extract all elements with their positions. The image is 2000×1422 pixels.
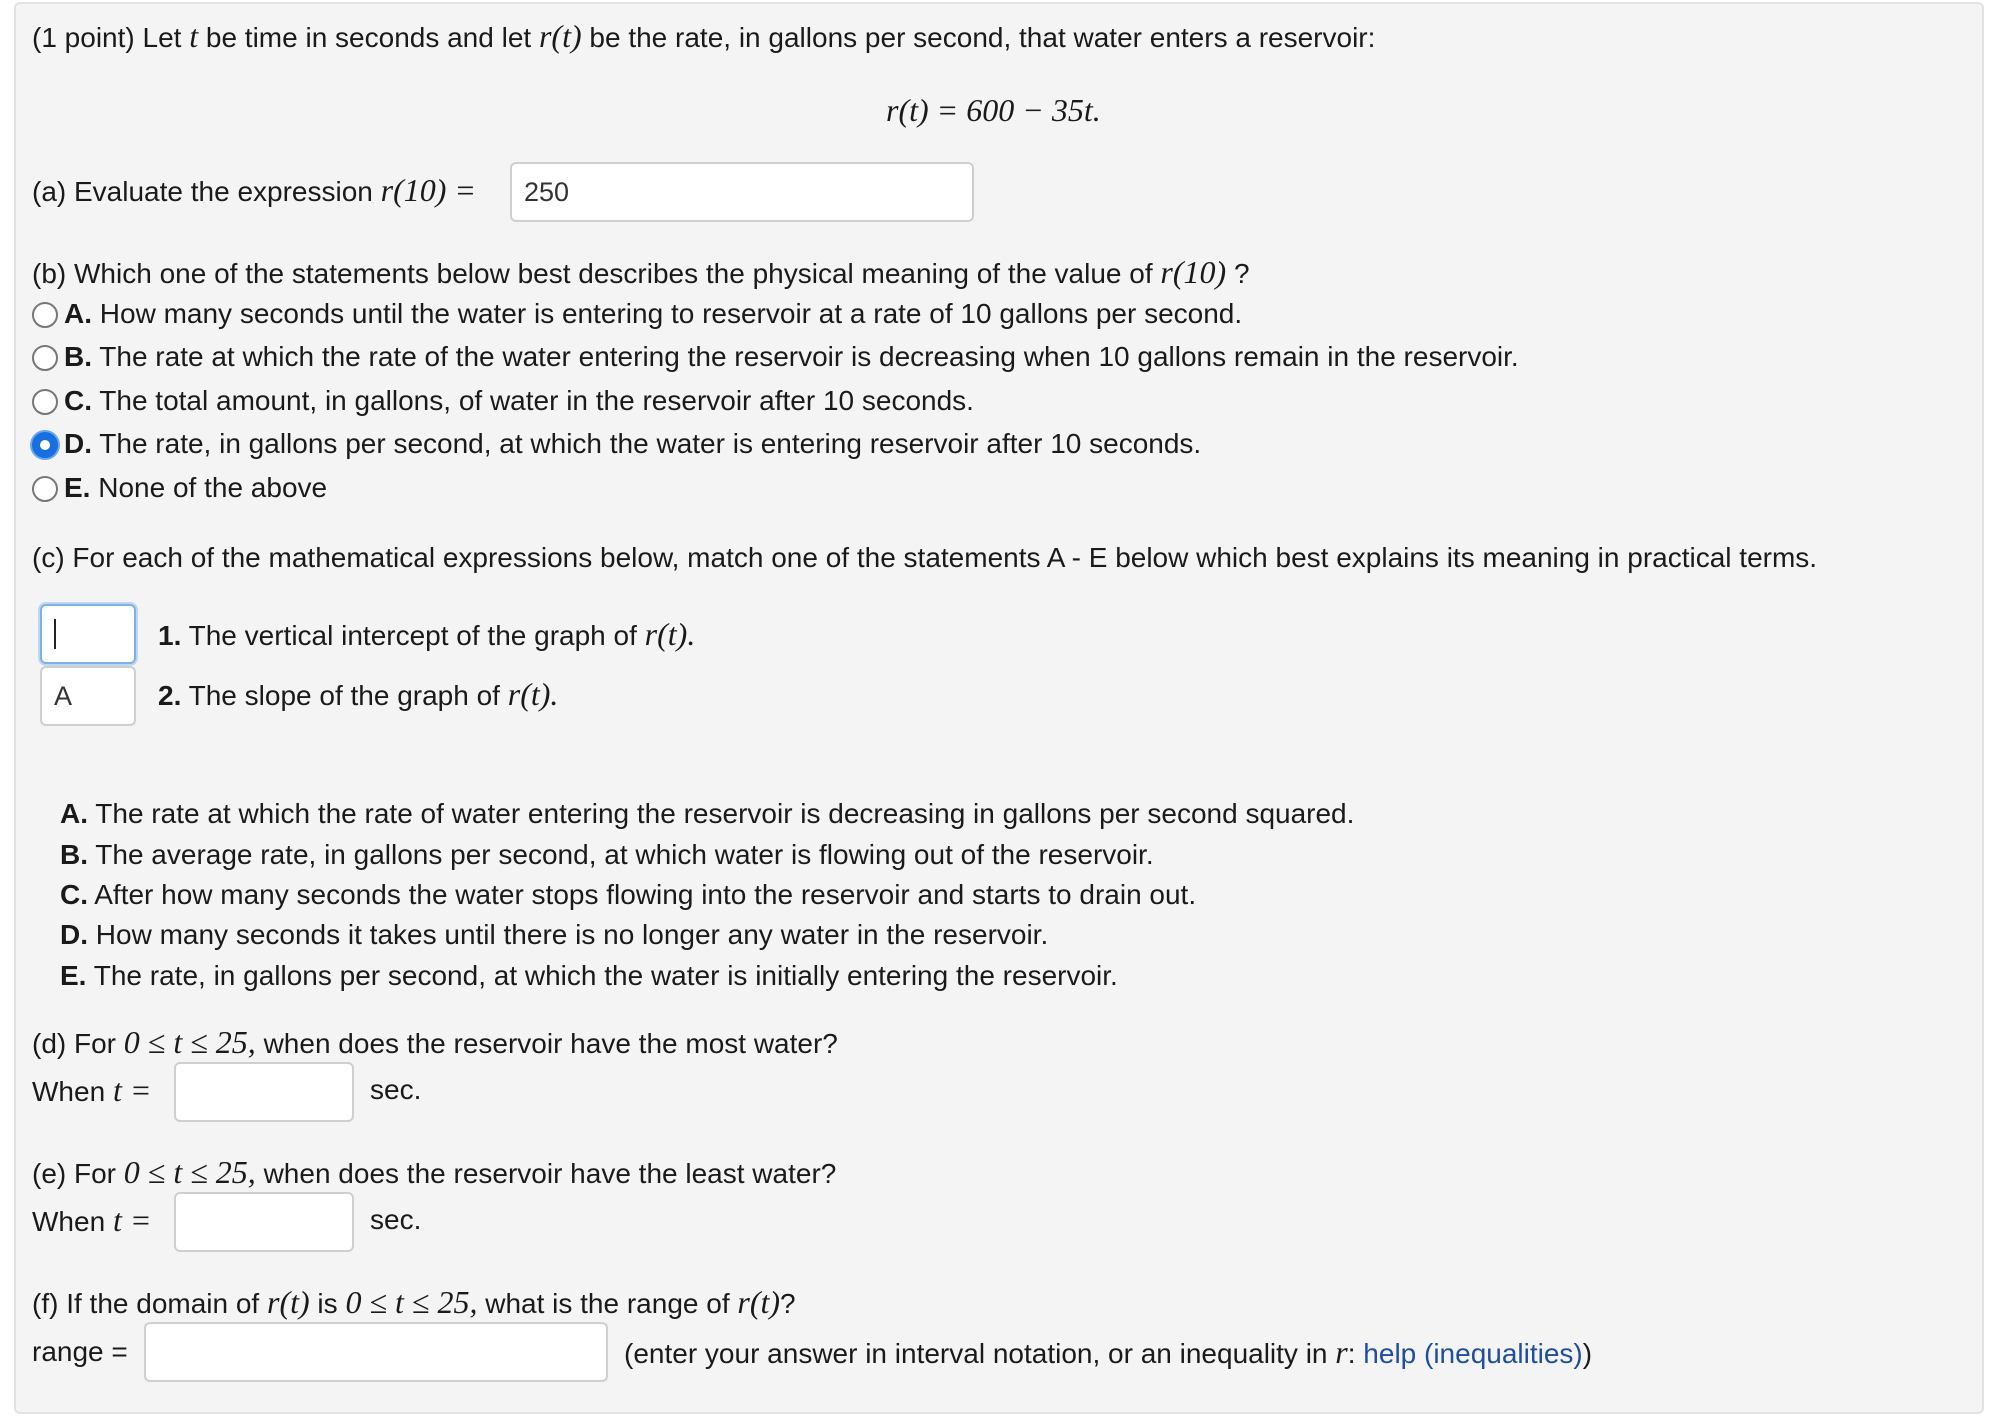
radio-option-a[interactable] bbox=[32, 302, 58, 328]
radio-option-c[interactable] bbox=[32, 389, 58, 415]
part-a-text: (a) Evaluate the expression bbox=[32, 176, 381, 207]
match-item-1 bbox=[158, 616, 695, 654]
statement-letter: D. bbox=[60, 919, 88, 950]
option-c bbox=[64, 383, 974, 419]
option-text: The total amount, in gallons, of water in the reservoir after 10 seconds. bbox=[92, 385, 974, 416]
intro-part: (1 point) Let bbox=[32, 22, 190, 53]
part-f-domain: 0 ≤ t ≤ 25, bbox=[345, 1284, 478, 1320]
statement-text: The rate at which the rate of water entering the reservoir is decreasing in gallons per second squared. bbox=[88, 798, 1355, 829]
radio-option-b[interactable] bbox=[32, 345, 58, 371]
intro-part: be time in seconds and let bbox=[198, 22, 539, 53]
part-d-when-label bbox=[32, 1072, 151, 1110]
item-text: The slope of the graph of bbox=[181, 680, 508, 711]
option-e bbox=[64, 470, 327, 506]
match-answer-2: A bbox=[54, 680, 73, 711]
statement-c bbox=[60, 877, 1196, 913]
var-t: t bbox=[189, 18, 199, 54]
hint-text: ) bbox=[1582, 1338, 1593, 1369]
statement-a bbox=[60, 796, 1354, 832]
statement-text: How many seconds it takes until there is no longer any water in the reservoir. bbox=[88, 919, 1049, 950]
statement-text: The average rate, in gallons per second, at which water is flowing out of the reservoir. bbox=[88, 839, 1154, 870]
unit-text: sec. bbox=[370, 1204, 422, 1235]
radio-option-d[interactable] bbox=[32, 432, 58, 458]
part-a-label bbox=[32, 172, 476, 210]
option-letter: B. bbox=[64, 341, 92, 372]
part-d-unit bbox=[370, 1072, 421, 1108]
option-text: The rate at which the rate of the water entering the reservoir is decreasing when 10 gallons remain in the reservoir. bbox=[92, 341, 1519, 372]
statement-letter: C. bbox=[60, 879, 88, 910]
part-f-question bbox=[32, 1284, 796, 1322]
hint-text: : bbox=[1347, 1338, 1364, 1369]
part-a-answer-input[interactable] bbox=[510, 162, 974, 222]
part-c-text: (c) For each of the mathematical expressions below, match one of the statements A - E below which best explains its meaning in practical terms. bbox=[32, 542, 1818, 573]
option-text: The rate, in gallons per second, at which the water is entering reservoir after 10 seconds. bbox=[92, 428, 1202, 459]
text-caret bbox=[54, 619, 56, 649]
when-var: t = bbox=[112, 1072, 152, 1108]
equation-text: r(t) = 600 − 35t. bbox=[886, 92, 1101, 128]
intro-part: be the rate, in gallons per second, that water enters a reservoir: bbox=[581, 22, 1376, 53]
statement-d bbox=[60, 917, 1048, 953]
range-hint bbox=[624, 1334, 1592, 1372]
part-f-text: what is the range of bbox=[477, 1288, 738, 1319]
item-expr: r(t). bbox=[507, 676, 559, 712]
option-letter: C. bbox=[64, 385, 92, 416]
option-letter: E. bbox=[64, 472, 91, 503]
range-label bbox=[32, 1334, 128, 1370]
when-var: t = bbox=[112, 1202, 152, 1238]
help-inequalities-link[interactable]: help (inequalities) bbox=[1363, 1338, 1583, 1369]
part-b-text-end: ? bbox=[1226, 258, 1250, 289]
option-a bbox=[64, 296, 1242, 332]
hint-text: (enter your answer in interval notation, or an inequality in bbox=[624, 1338, 1336, 1369]
match-input-2[interactable] bbox=[40, 666, 136, 726]
match-input-1[interactable] bbox=[40, 604, 136, 664]
unit-text: sec. bbox=[370, 1074, 422, 1105]
statement-letter: A. bbox=[60, 798, 88, 829]
part-e-question bbox=[32, 1154, 836, 1192]
hint-var: r bbox=[1335, 1334, 1348, 1370]
part-e-text: when does the reservoir have the least water? bbox=[255, 1158, 837, 1189]
radio-option-e[interactable] bbox=[32, 476, 58, 502]
option-d bbox=[64, 426, 1201, 462]
part-e-answer-input[interactable] bbox=[174, 1192, 354, 1252]
part-e-when-label bbox=[32, 1202, 151, 1240]
part-f-text: (f) If the domain of bbox=[32, 1288, 267, 1319]
match-item-2 bbox=[158, 676, 558, 714]
part-b-expr: r(10) bbox=[1160, 254, 1227, 290]
part-d-text: (d) For bbox=[32, 1028, 124, 1059]
statement-text: After how many seconds the water stops flowing into the reservoir and starts to drain out. bbox=[88, 879, 1197, 910]
part-a-answer-value: 250 bbox=[524, 176, 570, 207]
part-f-text: ? bbox=[780, 1288, 796, 1319]
part-c-instruction bbox=[32, 540, 1817, 576]
statement-text: The rate, in gallons per second, at which the water is initially entering the reservoir. bbox=[86, 960, 1118, 991]
option-letter: D. bbox=[64, 428, 92, 459]
part-f-expr: r(t) bbox=[267, 1284, 310, 1320]
part-e-domain: 0 ≤ t ≤ 25, bbox=[123, 1154, 256, 1190]
part-b-question bbox=[32, 254, 1250, 292]
item-num: 1. bbox=[158, 620, 182, 651]
rate-equation bbox=[886, 92, 1101, 128]
problem-panel bbox=[14, 2, 1984, 1414]
range-answer-input[interactable] bbox=[144, 1322, 608, 1382]
statement-letter: B. bbox=[60, 839, 88, 870]
intro-text bbox=[32, 18, 1375, 56]
statement-b bbox=[60, 837, 1154, 873]
part-b-text: (b) Which one of the statements below best describes the physical meaning of the value of bbox=[32, 258, 1161, 289]
option-letter: A. bbox=[64, 298, 92, 329]
part-d-text: when does the reservoir have the most water? bbox=[255, 1028, 838, 1059]
option-text: How many seconds until the water is entering to reservoir at a rate of 10 gallons per second. bbox=[92, 298, 1243, 329]
option-text: None of the above bbox=[90, 472, 328, 503]
range-label-text: range = bbox=[32, 1336, 128, 1367]
when-text: When bbox=[32, 1206, 113, 1237]
part-a-expr: r(10) = bbox=[380, 172, 476, 208]
part-e-unit bbox=[370, 1202, 421, 1238]
statement-e bbox=[60, 958, 1118, 994]
option-b bbox=[64, 339, 1519, 375]
when-text: When bbox=[32, 1076, 113, 1107]
item-text: The vertical intercept of the graph of bbox=[181, 620, 645, 651]
part-e-text: (e) For bbox=[32, 1158, 124, 1189]
item-num: 2. bbox=[158, 680, 182, 711]
part-f-text: is bbox=[309, 1288, 346, 1319]
part-d-question bbox=[32, 1024, 838, 1062]
part-d-answer-input[interactable] bbox=[174, 1062, 354, 1122]
item-expr: r(t). bbox=[644, 616, 696, 652]
statement-letter: E. bbox=[60, 960, 87, 991]
part-d-domain: 0 ≤ t ≤ 25, bbox=[123, 1024, 256, 1060]
part-f-expr: r(t) bbox=[737, 1284, 781, 1320]
func-rt: r(t) bbox=[538, 18, 582, 54]
